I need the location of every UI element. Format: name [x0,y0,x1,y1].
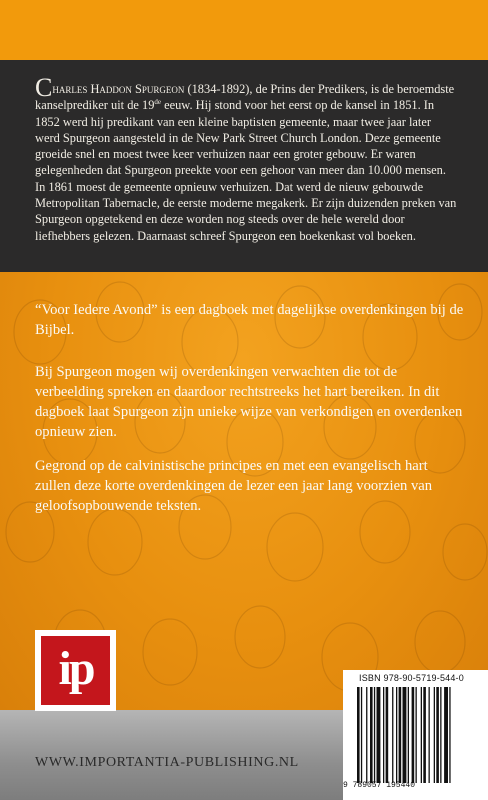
barcode-bar [386,687,389,783]
top-orange-band [0,0,488,60]
barcode-bar [421,687,422,783]
isbn-barcode [343,670,488,800]
barcode-bar [436,687,439,783]
barcode-bar [449,687,450,783]
barcode-bar [383,687,384,783]
biography-superscript: de [154,98,162,107]
barcode-digits: 9 789057 195440 [343,781,416,790]
barcode-bar [370,687,373,783]
biography-text-part-2: eeuw. Hij stond voor het eerst op de kansel in 1851. In 1852 werd hij predikant van een kleine baptisten gemeente, maar twee jaar later werd Spurgeon aangesteld in de New Park Street Church London. Deze gemeente groeide snel en moest twee keer verhuizen naar een groter gebouw. Er waren gelegenheden dat Spurgeon preekte voor een gehoor van meer dan 10.000 mensen. In 1861 moest de gemeente opnieuw verhuizen. Dat werd de nieuw gebouwde Metropolitan Tabernacle, de eerste moderne megakerk. Er zijn duizenden preken van Spurgeon opgetekend en deze worden nog steeds over de hele wereld door liefhebbers gelezen. Daarnaast schreef Spurgeon een boekenkast vol boeken. [35,98,457,243]
publisher-logo [35,630,116,711]
barcode-bar [440,687,441,783]
barcode-bar [444,687,448,783]
barcode-bar [357,687,360,783]
barcode-bar [361,687,362,783]
barcode-bar [366,687,367,783]
description-paragraph-2: Bij Spurgeon mogen wij overdenkingen verwachten die tot de verbeelding spreken en daardoor rechtstreeks het hart bereiken. In dit dagboek laat Spurgeon zijn unieke wijze van verkondigen en overdenken opnieuw zien. [35,364,463,440]
barcode-bar [403,687,407,783]
barcode-bar [423,687,426,783]
barcode-bar [408,687,409,783]
barcode-bar [429,687,430,783]
barcode-bar [434,687,435,783]
barcode-bar [396,687,397,783]
publisher-website: WWW.IMPORTANTIA-PUBLISHING.NL [35,755,299,770]
publisher-logo-mark: ip [41,636,110,705]
description-paragraph-1: “Voor Iedere Avond” is een dagboek met dagelijkse overdenkingen bij de Bijbel. [35,302,464,338]
barcode-bar [377,687,381,783]
biography-text [35,73,458,244]
barcode-bar [412,687,415,783]
description-paragraph-3: Gegrond op de calvinistische principes en met een evangelisch hart zullen deze korte overdenkingen de lezer een jaar lang voorzien van geloofsopbouwende teksten. [35,458,433,514]
barcode-bar [374,687,375,783]
biography-text-part-1: (1834-1892), de Prins der Predikers, is de beroemdste kanselprediker uit de 19 [35,82,455,113]
barcode-bar [392,687,393,783]
biography-dropcap: C [35,73,53,102]
biography-name: harles Haddon Spurgeon [52,82,185,96]
barcode-bars [357,687,485,783]
barcode-bar [399,687,402,783]
isbn-label: ISBN 978-90-5719-544-0 [359,673,464,683]
barcode-bar [416,687,417,783]
